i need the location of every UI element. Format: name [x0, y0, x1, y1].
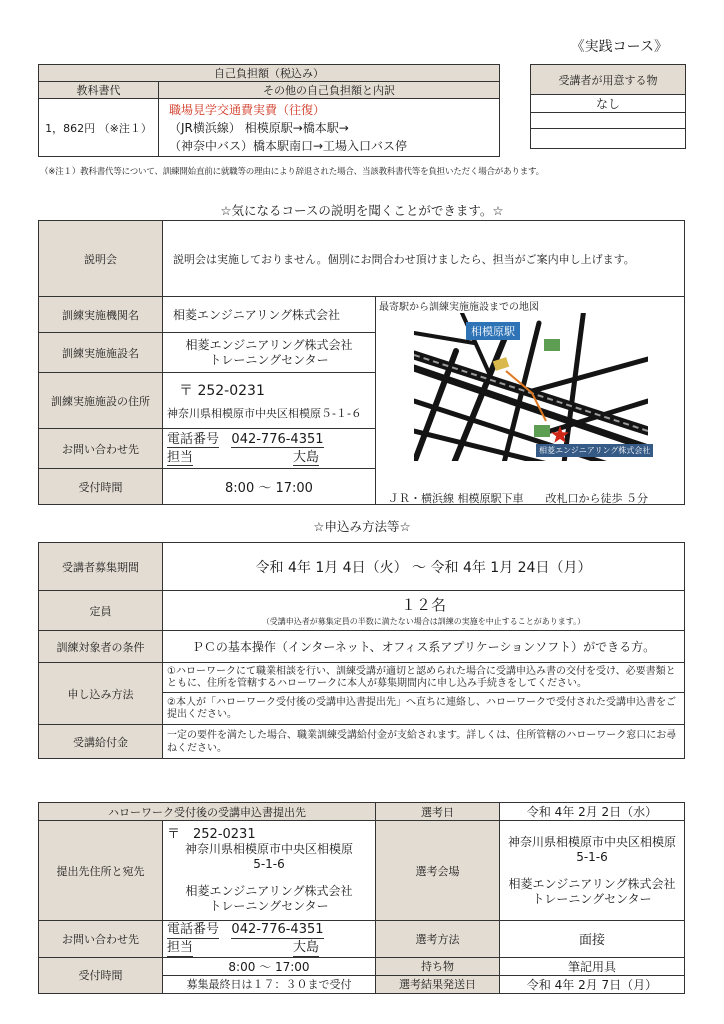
venue-line: 相菱エンジニアリング株式会社 — [508, 876, 676, 891]
hours-label: 受付時間 — [39, 469, 163, 505]
org-value: 相菱エンジニアリング株式会社 — [163, 297, 376, 333]
submission-staff: 大島 — [293, 939, 320, 955]
submission-postal: 〒 252-0231 — [167, 827, 256, 842]
venue-line: 5-1-6 — [576, 849, 608, 864]
method-2: ②本人が「ハローワーク受付後の受講申込書提出先」へ直ちに連絡し、ハローワークで受付された受講申込書をご提出ください。 — [163, 693, 685, 725]
textbook-cost: 1，862円 （※注１） — [39, 99, 159, 157]
cost-table — [38, 64, 500, 157]
staff-name: 大島 — [293, 449, 320, 465]
phone-number: 042-776-4351 — [231, 431, 324, 447]
other-cost-detail — [159, 99, 500, 157]
contact-value — [163, 429, 376, 469]
staff-label: 担当 — [167, 449, 194, 465]
capacity-cell — [163, 591, 685, 631]
hours-value: 8:00 ～ 17:00 — [163, 469, 376, 505]
benefit-value: 一定の要件を満たした場合、職業訓練受講給付金が支給されます。詳しくは、住所管轄のハローワーク窓口にお尋ねください。 — [163, 725, 685, 759]
map-company-label: 相菱エンジニアリング株式会社 — [536, 444, 653, 457]
submission-address-line: 神奈川県相模原市中央区相模原 — [184, 842, 353, 856]
map-title: 最寄駅から訓練実施施設までの地図 — [379, 302, 539, 313]
page-title: 《実践コース》 — [570, 39, 668, 55]
phone-label: 電話番号 — [167, 431, 220, 447]
map-caption: ＪＲ・横浜線 相模原駅下車 改札口から徒歩 ５分 — [388, 492, 648, 504]
contact-label: お問い合わせ先 — [39, 429, 163, 469]
capacity-label: 定員 — [39, 591, 163, 631]
venue-line: 神奈川県相模原市中央区相模原 — [507, 834, 676, 849]
section-heading-briefing: ☆気になるコースの説明を聞くことができます。☆ — [220, 203, 504, 218]
note-1: （※注１）教科書代等について、訓練開始直前に就職等の理由により辞退された場合、当該教科書代等を負担いただく場合があります。 — [40, 167, 544, 177]
map-station-label: 相模原駅 — [466, 322, 520, 340]
org-label: 訓練実施機関名 — [39, 297, 163, 333]
facility-label: 訓練実施施設名 — [39, 333, 163, 373]
other-cost-line: 職場見学交通費実費（往復） — [169, 102, 326, 117]
info-table — [38, 220, 685, 505]
bring-table — [530, 64, 686, 149]
period-value: 令和 4年 1月 4日（火） ～ 令和 4年 1月 24日（月） — [163, 543, 685, 591]
section-heading-apply: ☆申込み方法等☆ — [313, 519, 411, 534]
result-date-label: 選考結果発送日 — [376, 975, 500, 993]
submission-address — [163, 821, 376, 921]
bring-value: なし — [531, 95, 686, 113]
address-text: 神奈川県相模原市中央区相模原５-１-６ — [167, 407, 362, 420]
submission-hours-note: 募集最終日は１７：３０まで受付 — [163, 975, 376, 993]
submission-phone: 042-776-4351 — [231, 922, 324, 937]
facility-line: 相菱エンジニアリング株式会社 — [185, 337, 353, 352]
map-graphic — [414, 313, 648, 461]
apply-table — [38, 542, 685, 759]
bring-blank-row — [531, 129, 686, 149]
benefit-label: 受講給付金 — [39, 725, 163, 759]
submission-contact-label: お問い合わせ先 — [39, 921, 163, 958]
facility-value — [163, 333, 376, 373]
submission-contact — [163, 921, 376, 958]
result-date-value: 令和 4年 2月 7日（月） — [500, 975, 685, 993]
selection-method-value: 面接 — [500, 921, 685, 958]
capacity-value: １２名 — [400, 596, 446, 614]
submission-header: ハローワーク受付後の受講申込書提出先 — [39, 803, 376, 821]
other-cost-line: （神奈中バス）橋本駅南口→工場入口バス停 — [169, 138, 408, 153]
venue-label: 選考会場 — [376, 821, 500, 921]
items-value: 筆記用具 — [500, 957, 685, 975]
selection-date-label: 選考日 — [376, 803, 500, 821]
submission-company-line: トレーニングセンター — [209, 899, 329, 913]
method-1: ①ハローワークにて職業相談を行い、訓練受講が適切と認められた場合に受講申込み書の交付を受け、必要書類とともに、住所を管轄するハローワークに本人が募集期間内に申し込み手続きをしてください。 — [163, 663, 685, 693]
address-value — [163, 373, 376, 429]
submission-table — [38, 802, 685, 994]
selection-date-value: 令和 4年 2月 2日（水） — [500, 803, 685, 821]
items-label: 持ち物 — [376, 957, 500, 975]
target-label: 訓練対象者の条件 — [39, 631, 163, 663]
postal-code: 〒 252-0231 — [179, 383, 265, 399]
submission-address-label: 提出先住所と宛先 — [39, 821, 163, 921]
other-cost-line: （JR横浜線） 相模原駅→橋本駅→ — [169, 120, 349, 135]
submission-hours-label: 受付時間 — [39, 957, 163, 993]
briefing-label: 説明会 — [39, 221, 163, 297]
briefing-text: 説明会は実施しておりません。個別にお問合わせ頂けましたら、担当がご案内申し上げます。 — [163, 221, 685, 297]
bring-header: 受講者が用意する物 — [531, 65, 686, 95]
col-textbook-header: 教科書代 — [39, 82, 159, 99]
submission-hours: 8:00 ～ 17:00 — [163, 957, 376, 975]
bring-blank-row — [531, 113, 686, 129]
method-label: 申し込み方法 — [39, 663, 163, 725]
selection-method-label: 選考方法 — [376, 921, 500, 958]
submission-staff-label: 担当 — [167, 939, 194, 955]
period-label: 受講者募集期間 — [39, 543, 163, 591]
col-other-header: その他の自己負担額と内訳 — [159, 82, 500, 99]
venue-value — [500, 821, 685, 921]
capacity-note: （受講申込者が募集定員の半数に満たない場合は訓練の実施を中止することがあります。） — [261, 617, 586, 626]
venue-line: トレーニングセンター — [532, 891, 652, 906]
map-cell — [376, 297, 685, 505]
facility-line: トレーニングセンター — [209, 352, 329, 367]
cost-header: 自己負担額（税込み） — [39, 65, 500, 82]
submission-phone-label: 電話番号 — [167, 922, 220, 937]
target-value: ＰＣの基本操作（インターネット、オフィス系アプリケーションソフト）ができる方。 — [163, 631, 685, 663]
submission-company-line: 相菱エンジニアリング株式会社 — [185, 884, 353, 898]
address-label: 訓練実施施設の住所 — [39, 373, 163, 429]
submission-address-line: 5-1-6 — [253, 857, 285, 871]
access-map — [376, 297, 684, 504]
